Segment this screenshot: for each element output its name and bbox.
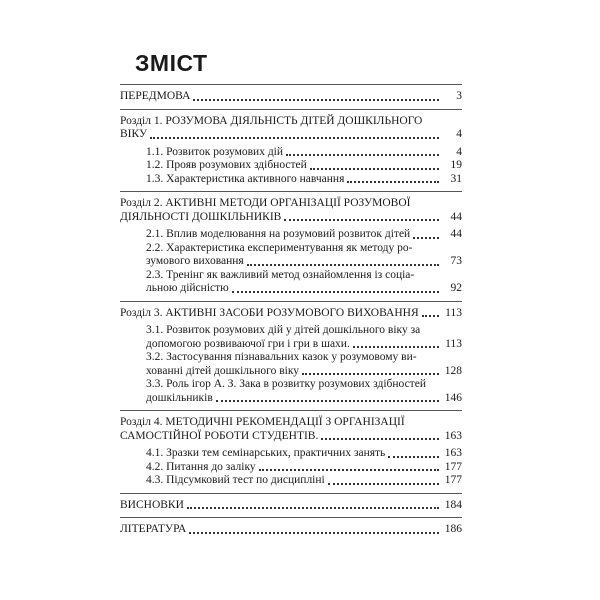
toc-section <box>120 302 462 411</box>
toc-line <box>146 351 462 365</box>
toc-line <box>120 197 462 211</box>
toc-line[interactable] <box>120 90 462 104</box>
toc-entry-text: 2.1. Вплив моделювання на розумовий розвиток дітей <box>146 228 411 240</box>
subsection-entry[interactable] <box>120 447 462 461</box>
dot-leader <box>187 505 439 509</box>
subsection-entry[interactable] <box>120 159 462 173</box>
chapter-heading[interactable] <box>120 115 462 142</box>
dot-leader <box>286 152 439 156</box>
toc-section <box>120 110 462 192</box>
toc-entry-text: дошкільників <box>146 391 213 404</box>
page-title: ЗМІСТ <box>135 50 208 76</box>
subsection-entry[interactable] <box>120 351 462 378</box>
toc-line <box>146 447 462 461</box>
subsection-entry[interactable] <box>120 146 462 160</box>
toc-page-number: 44 <box>450 210 462 223</box>
dot-leader <box>413 235 439 239</box>
toc-line <box>146 242 462 256</box>
toc-entry-text: 4.2. Питання до заліку <box>146 460 256 473</box>
toc-line <box>146 474 462 488</box>
toc-page-number: 177 <box>444 460 462 473</box>
dot-leader <box>302 371 439 375</box>
toc-line <box>146 365 462 379</box>
dot-leader <box>353 344 439 348</box>
toc-page-number: 163 <box>444 429 462 442</box>
toc-entry-text: Розділ 2. АКТИВНІ МЕТОДИ ОРГАНІЗАЦІЇ РОЗУМОВОЇ <box>120 197 411 209</box>
dot-leader <box>216 398 439 402</box>
toc-entry-text: ПЕРЕДМОВА <box>120 90 191 102</box>
toc-entry-text: 4.3. Підсумковий тест по дисципліні <box>146 474 325 486</box>
toc-page-number: 146 <box>444 391 462 404</box>
toc-entry-text: Розділ 1. РОЗУМОВА ДІЯЛЬНІСТЬ ДІТЕЙ ДОШКІЛЬНОГО <box>120 114 423 127</box>
subsection-list <box>120 324 462 405</box>
toc-page-number: 44 <box>450 228 462 240</box>
toc-line <box>146 173 462 187</box>
subsection-list <box>120 228 462 296</box>
toc-page-number: 177 <box>444 474 462 486</box>
toc-line <box>146 159 462 173</box>
toc-section <box>120 85 462 109</box>
toc-entry-text: 4.1. Зразки тем семінарських, практичних занять <box>146 447 386 459</box>
toc-entry-text: ДІЯЛЬНОСТІ ДОШКІЛЬНИКІВ <box>120 210 282 223</box>
toc-line <box>120 211 462 225</box>
toc-page-number: 73 <box>450 255 462 267</box>
dot-leader <box>193 97 439 101</box>
subsection-entry[interactable] <box>120 474 462 488</box>
dot-leader <box>189 530 439 534</box>
toc-entry-text: ВІКУ <box>120 128 148 140</box>
toc-entry-text: Розділ 4. МЕТОДИЧНІ РЕКОМЕНДАЦІЇ З ОРГАНІЗАЦІЇ <box>120 416 405 428</box>
dot-leader <box>232 289 439 293</box>
toc-page-number: 4 <box>456 145 462 158</box>
toc-entry-text: Розділ 3. АКТИВНІ ЗАСОБИ РОЗУМОВОГО ВИХОВАННЯ <box>120 306 419 319</box>
dot-leader <box>321 436 439 440</box>
subsection-entry[interactable] <box>120 173 462 187</box>
toc-page-number: 3 <box>456 90 462 102</box>
toc-entry-text: 2.2. Характеристика експериментування як методу ро- <box>146 241 413 254</box>
toc-line <box>120 416 462 430</box>
subsection-entry[interactable] <box>120 228 462 242</box>
toc-entry-text: ЛІТЕРАТУРА <box>120 523 187 535</box>
toc-line <box>146 255 462 269</box>
subsection-entry[interactable] <box>120 269 462 296</box>
toc-line <box>146 378 462 392</box>
dot-leader <box>310 166 439 170</box>
toc-entry-text: 3.1. Розвиток розумових дій у дітей дошкільного віку за <box>146 324 421 336</box>
dot-leader <box>328 481 439 485</box>
toc-line <box>146 461 462 475</box>
toc-entry-text: 3.2. Застосування пізнавальних казок у розумовому ви- <box>146 351 417 363</box>
toc-section <box>120 411 462 493</box>
dot-leader <box>259 467 439 471</box>
subsection-entry[interactable] <box>120 461 462 475</box>
toc-entry-text: 2.3. Тренінг як важливий метод ознайомлення із соціа- <box>146 268 415 281</box>
toc-page-number: 113 <box>445 306 462 319</box>
subsection-list <box>120 447 462 488</box>
toc-page-number: 184 <box>444 498 462 511</box>
table-of-contents <box>120 84 462 542</box>
toc-page-number: 4 <box>456 128 462 140</box>
toc-entry-text: хованні дітей дошкільного віку <box>146 364 300 377</box>
toc-line <box>146 146 462 160</box>
toc-line <box>146 392 462 406</box>
toc-page-number: 186 <box>444 523 462 535</box>
toc-line <box>146 338 462 352</box>
toc-entry-text: САМОСТІЙНОЇ РОБОТИ СТУДЕНТІВ. <box>120 429 319 442</box>
dot-leader <box>284 217 439 221</box>
dot-leader <box>150 135 439 139</box>
toc-page-number: 19 <box>450 159 462 171</box>
toc-page-number: 163 <box>444 447 462 459</box>
dot-leader <box>388 454 439 458</box>
toc-entry-text: 1.2. Прояв розумових здібностей <box>146 159 307 171</box>
toc-line <box>146 324 462 338</box>
toc-line[interactable] <box>120 523 462 537</box>
subsection-entry[interactable] <box>120 242 462 269</box>
toc-line <box>146 269 462 283</box>
toc-line[interactable] <box>120 307 462 321</box>
toc-page-number: 92 <box>450 282 462 294</box>
toc-line <box>120 128 462 142</box>
toc-line <box>120 430 462 444</box>
subsection-entry[interactable] <box>120 324 462 351</box>
toc-entry-text: зумового виховання <box>146 255 244 267</box>
toc-entry-text: льною дійсністю <box>146 282 229 294</box>
toc-entry-text: 3.3. Роль ігор А. З. Зака в розвитку розумових здібностей <box>146 378 426 390</box>
toc-entry-text: 1.3. Характеристика активного навчання <box>146 172 345 185</box>
toc-line[interactable] <box>120 499 462 513</box>
toc-section <box>120 518 462 542</box>
dot-leader <box>347 179 439 183</box>
subsection-entry[interactable] <box>120 378 462 405</box>
toc-line <box>146 228 462 242</box>
toc-section <box>120 494 462 518</box>
toc-entry-text: ВИСНОВКИ <box>120 498 184 511</box>
toc-line <box>146 282 462 296</box>
dot-leader <box>422 313 439 317</box>
toc-entry-text: 1.1. Розвиток розумових дій <box>146 145 284 158</box>
toc-page-number: 31 <box>450 172 462 185</box>
toc-line <box>120 115 462 129</box>
toc-section <box>120 192 462 301</box>
subsection-list <box>120 146 462 187</box>
toc-entry-text: допомогою розвиваючої гри і гри в шахи. <box>146 337 350 350</box>
toc-page-number: 113 <box>445 337 462 350</box>
chapter-heading[interactable] <box>120 197 462 224</box>
chapter-heading[interactable] <box>120 416 462 443</box>
dot-leader <box>247 262 439 266</box>
toc-page-number: 128 <box>444 364 462 377</box>
